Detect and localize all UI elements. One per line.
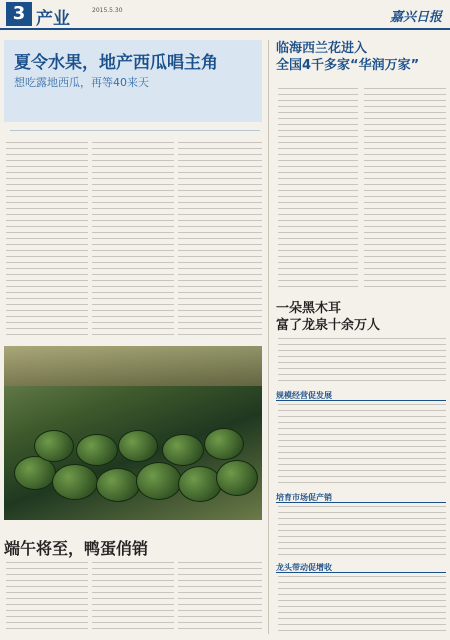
watermelon-photo xyxy=(4,346,262,520)
bottom-headline: 端午将至，鸭蛋俏销 xyxy=(4,539,149,558)
right-headline-line2: 全国4千多家“华润万家” xyxy=(276,58,420,73)
right-headline xyxy=(276,40,446,74)
lead-headline-panel xyxy=(4,40,262,122)
lead-subhead: 想吃露地西瓜，再等40来天 xyxy=(14,76,149,89)
section-name: 产业 xyxy=(36,9,70,29)
brief-text xyxy=(278,506,446,556)
lead-headline: 夏令水果，地产西瓜唱主角 xyxy=(14,53,218,73)
middle-headline-line2: 富了龙泉十余万人 xyxy=(276,318,381,333)
right-article-column xyxy=(278,88,358,288)
lead-article-column xyxy=(92,142,174,340)
column-divider xyxy=(268,40,269,634)
bottom-article-column xyxy=(178,562,262,634)
middle-headline-line1: 一朵黑木耳 xyxy=(276,301,342,316)
middle-article-text xyxy=(278,338,446,382)
photo-caption-rule xyxy=(6,524,262,530)
right-article-column xyxy=(364,88,446,288)
brief-heading: 培育市场促产销 xyxy=(276,492,446,503)
bottom-article-column xyxy=(6,562,88,634)
dateline: 2015.5.30 xyxy=(92,7,123,14)
page-number: 3 xyxy=(6,2,32,26)
brief-heading: 规模经营促发展 xyxy=(276,390,446,401)
brief-text xyxy=(278,404,446,484)
bottom-article-column xyxy=(92,562,174,634)
masthead xyxy=(0,0,450,30)
middle-headline xyxy=(276,300,446,334)
brief-heading: 龙头带动促增收 xyxy=(276,562,446,573)
paper-logo: 嘉兴日报 xyxy=(389,10,442,25)
lead-article-column xyxy=(6,142,88,340)
lead-byline-rule xyxy=(10,130,260,136)
brief-text xyxy=(278,576,446,634)
right-headline-line1: 临海西兰花进入 xyxy=(276,41,368,56)
lead-article-column xyxy=(178,142,262,340)
